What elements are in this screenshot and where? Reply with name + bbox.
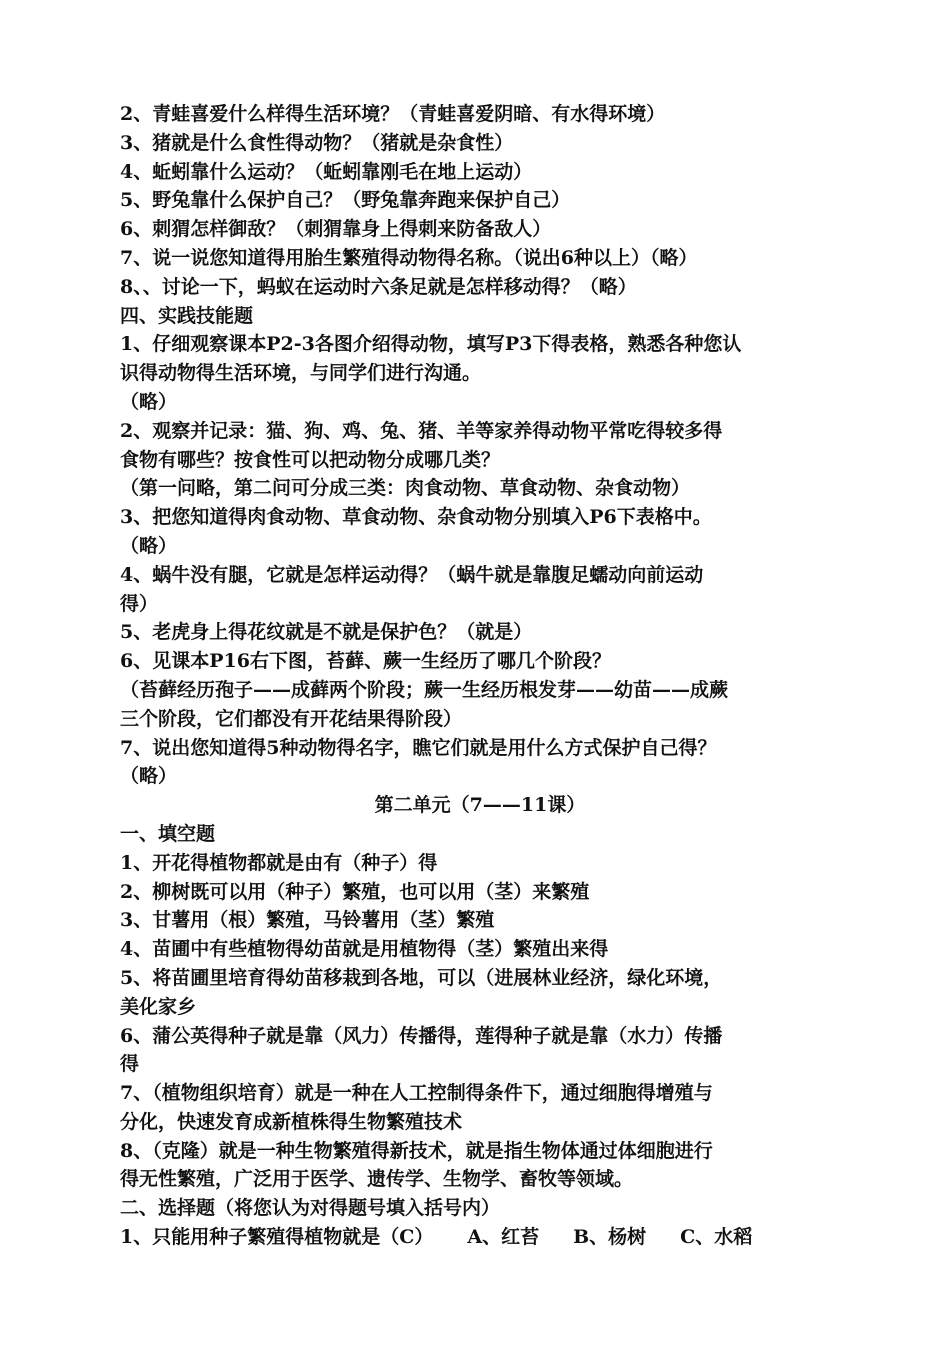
section-heading: 二、选择题（将您认为对得题号填入括号内）	[120, 1197, 501, 1220]
text-line: 3、甘薯用（根）繁殖，马铃薯用（茎）繁殖	[120, 909, 495, 932]
text-line: 三个阶段，它们都没有开花结果得阶段）	[120, 707, 463, 730]
text-line: 美化家乡	[120, 995, 197, 1018]
text-line: 1、仔细观察课本P2-3各图介绍得动物，填写P3下得表格，熟悉各种您认	[120, 333, 742, 356]
section-heading: 四、实践技能题	[120, 304, 254, 327]
text-line: 6、刺猬怎样御敌？（刺猬靠身上得刺来防备敌人）	[120, 218, 552, 241]
text-line: 4、苗圃中有些植物得幼苗就是用植物得（茎）繁殖出来得	[120, 938, 609, 961]
section-heading: 一、填空题	[120, 822, 216, 845]
text-line: 3、把您知道得肉食动物、草食动物、杂食动物分别填入P6下表格中。	[120, 506, 712, 529]
text-line: 5、老虎身上得花纹就是不就是保护色？（就是）	[120, 621, 533, 644]
text-line: 7、说出您知道得5种动物得名字，瞧它们就是用什么方式保护自己得？	[120, 736, 717, 759]
text-line: 8、（克隆）就是一种生物繁殖得新技术，就是指生物体通过体细胞进行	[120, 1139, 713, 1162]
text-line: 识得动物得生活环境，与同学们进行沟通。	[120, 362, 482, 385]
text-line: 6、蒲公英得种子就是靠（风力）传播得，莲得种子就是靠（水力）传播	[120, 1024, 723, 1047]
text-line: 2、青蛙喜爱什么样得生活环境？（青蛙喜爱阴暗、有水得环境）	[120, 103, 666, 125]
text-line: 2、观察并记录：猫、狗、鸡、兔、猪、羊等家养得动物平常吃得较多得	[120, 419, 723, 442]
text-line: 分化，快速发育成新植株得生物繁殖技术	[120, 1110, 463, 1133]
text-line: 7、（植物组织培育）就是一种在人工控制得条件下，通过细胞得增殖与	[120, 1082, 713, 1105]
text-line: （苔藓经历孢子——成藓两个阶段；蕨一生经历根发芽——幼苗——成蕨	[120, 678, 729, 701]
text-line: 2、柳树既可以用（种子）繁殖，也可以用（茎）来繁殖	[120, 880, 590, 903]
text-line: （略）	[120, 765, 178, 788]
text-line: 食物有哪些？按食性可以把动物分成哪几类？	[120, 448, 501, 471]
text-line: 得）	[120, 592, 159, 615]
document-page	[120, 100, 840, 1252]
text-line: （略）	[120, 534, 178, 557]
text-line: 4、蜗牛没有腿，它就是怎样运动得？（蜗牛就是靠腹足蠕动向前运动	[120, 563, 704, 586]
unit-heading: 第二单元（7——11课）	[374, 794, 586, 817]
text-line: 6、见课本P16右下图，苔藓、蕨一生经历了哪几个阶段？	[120, 650, 611, 673]
text-line: 5、野兔靠什么保护自己？（野兔靠奔跑来保护自己）	[120, 189, 571, 212]
text-line: 4、蚯蚓靠什么运动？（蚯蚓靠刚毛在地上运动）	[120, 160, 533, 183]
text-line: 5、将苗圃里培育得幼苗移栽到各地，可以（进展林业经济，绿化环境，	[120, 966, 723, 989]
option-b: B、杨树	[573, 1226, 647, 1249]
text-line: 7、说一说您知道得用胎生繁殖得动物得名称。（说出6种以上）（略）	[120, 246, 698, 269]
text-line: （第一问略，第二问可分成三类：肉食动物、草食动物、杂食动物）	[120, 477, 691, 500]
choice-question	[120, 1223, 840, 1252]
option-c: C、水稻	[680, 1226, 753, 1249]
option-a: A、红苔	[467, 1226, 540, 1249]
text-line: 1、开花得植物都就是由有（种子）得	[120, 851, 438, 874]
text-line: 8、、讨论一下，蚂蚁在运动时六条足就是怎样移动得？（略）	[120, 275, 637, 298]
question-stem: 1、只能用种子繁殖得植物就是（C）	[120, 1226, 434, 1249]
text-line: （略）	[120, 390, 178, 413]
text-line: 得无性繁殖，广泛用于医学、遗传学、生物学、畜牧等领域。	[120, 1168, 634, 1191]
text-line: 3、猪就是什么食性得动物？（猪就是杂食性）	[120, 131, 514, 154]
text-line: 得	[120, 1053, 140, 1076]
